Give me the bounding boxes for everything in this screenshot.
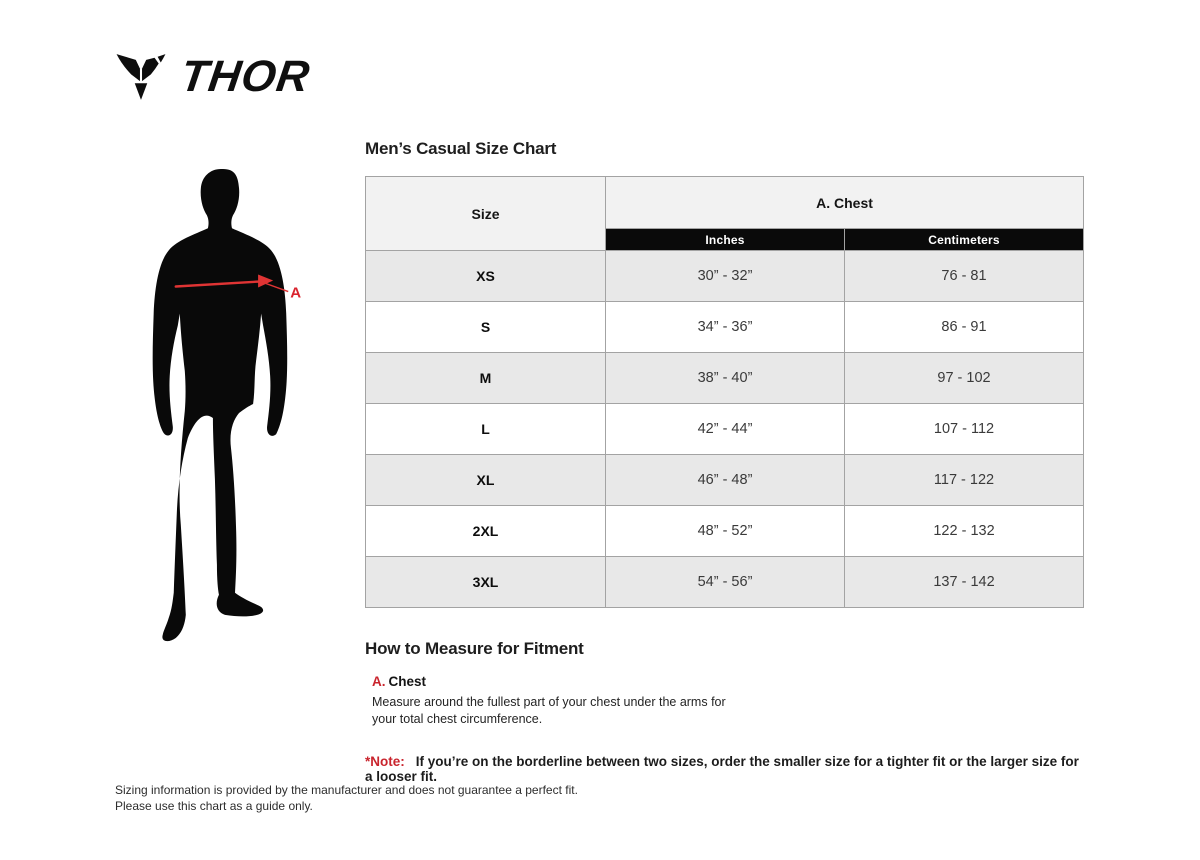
size-label: XS [366, 251, 606, 302]
disclaimer-line-2: Please use this chart as a guide only. [115, 799, 313, 813]
note-label: *Note: [365, 754, 405, 769]
size-label: S [366, 302, 606, 353]
main-content [365, 139, 1087, 784]
column-header-chest-group: A. Chest [606, 177, 1084, 229]
table-row [366, 506, 1084, 557]
table-row [366, 353, 1084, 404]
body-measurement-figure [148, 163, 320, 650]
chest-inches-value: 42” - 44” [606, 404, 845, 455]
table-row [366, 455, 1084, 506]
size-label: 3XL [366, 557, 606, 608]
column-header-size: Size [366, 177, 606, 251]
column-header-inches: Inches [606, 229, 845, 251]
measure-section-title: How to Measure for Fitment [365, 639, 584, 658]
size-label: 2XL [366, 506, 606, 557]
size-chart-table [365, 176, 1084, 608]
chest-inches-value: 34” - 36” [606, 302, 845, 353]
chest-inches-value: 54” - 56” [606, 557, 845, 608]
chest-centimeters-value: 76 - 81 [845, 251, 1084, 302]
chest-inches-value: 46” - 48” [606, 455, 845, 506]
column-header-centimeters: Centimeters [845, 229, 1084, 251]
table-row [366, 302, 1084, 353]
chest-inches-value: 38” - 40” [606, 353, 845, 404]
chest-centimeters-value: 86 - 91 [845, 302, 1084, 353]
note-text: If you’re on the borderline between two sizes, order the smaller size for a tighter fit or the larger size for a looser fit. [365, 754, 1079, 784]
sizing-note [365, 754, 1087, 784]
measure-item-chest [372, 674, 1087, 728]
size-label: XL [366, 455, 606, 506]
table-row [366, 557, 1084, 608]
table-row [366, 404, 1084, 455]
size-label: L [366, 404, 606, 455]
measure-item-letter: A. [372, 674, 386, 689]
footer-disclaimer [115, 782, 578, 814]
disclaimer-line-1: Sizing information is provided by the manufacturer and does not guarantee a perfect fit. [115, 783, 578, 797]
brand-logo [115, 52, 314, 102]
table-header-row [366, 177, 1084, 229]
size-label: M [366, 353, 606, 404]
chest-centimeters-value: 137 - 142 [845, 557, 1084, 608]
chest-centimeters-value: 97 - 102 [845, 353, 1084, 404]
chest-marker-label-a: A [290, 284, 302, 302]
thor-horns-icon [115, 52, 167, 102]
chest-centimeters-value: 122 - 132 [845, 506, 1084, 557]
table-row [366, 251, 1084, 302]
measure-item-name: Chest [388, 674, 427, 689]
chest-inches-value: 30” - 32” [606, 251, 845, 302]
male-silhouette-graphic [148, 163, 320, 650]
brand-wordmark: THOR [177, 52, 314, 101]
measure-item-description: Measure around the fullest part of your chest under the arms for your total chest circumference. [372, 695, 726, 726]
chest-centimeters-value: 107 - 112 [845, 404, 1084, 455]
chest-inches-value: 48” - 52” [606, 506, 845, 557]
size-chart-title: Men’s Casual Size Chart [365, 139, 557, 158]
measure-item-label [372, 674, 1087, 692]
chest-centimeters-value: 117 - 122 [845, 455, 1084, 506]
